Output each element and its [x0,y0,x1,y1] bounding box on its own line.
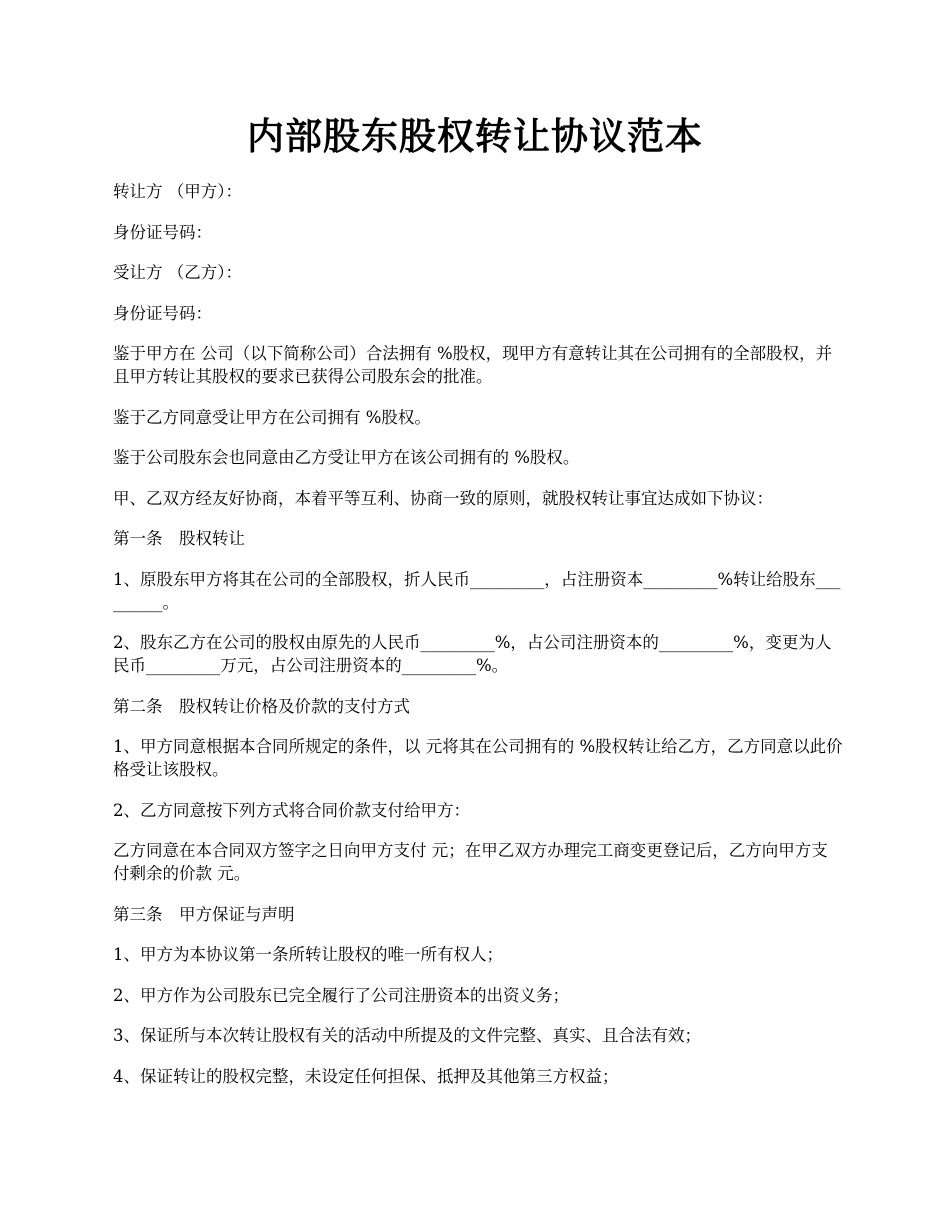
clause-paragraph: 2、股东乙方在公司的股权由原先的人民币_________%，占公司注册资本的_________%，变更为人民币_________万元，占公司注册资本的_________%。 [113,633,832,675]
transferee-id-line: 身份证号码： [113,303,212,323]
transferor-id-line: 身份证号码： [113,222,212,242]
recital-paragraph: 鉴于甲方在 公司（以下简称公司）合法拥有 %股权，现甲方有意转让其在公司拥有的全部股权，并且甲方转让其股权的要求已获得公司股东会的批准。 [113,344,833,386]
document-body [113,180,843,1105]
recital-paragraph: 鉴于公司股东会也同意由乙方受让甲方在该公司拥有的 %股权。 [113,448,580,467]
clause-paragraph: 4、保证转让的股权完整，未设定任何担保、抵押及其他第三方权益； [113,1066,619,1086]
clause-paragraph: 1、原股东甲方将其在公司的全部股权，折人民币_________，占注册资本_________%转让给股东_________。 [113,569,841,612]
clause-paragraph: 2、乙方同意按下列方式将合同价款支付给甲方： [113,800,470,820]
clause-paragraph: 1、甲方为本协议第一条所转让股权的唯一所有权人； [113,945,503,964]
agreement-intro-paragraph: 甲、乙双方经友好协商，本着平等互利、协商一致的原则，就股权转让事宜达成如下协议： [113,488,773,508]
clause-paragraph: 3、保证所与本次转让股权有关的活动中所提及的文件完整、真实、且合法有效； [113,1026,701,1045]
clause-paragraph: 1、甲方同意根据本合同所规定的条件，以 元将其在公司拥有的 %股权转让给乙方，乙方同意以此价格受让该股权。 [113,737,843,779]
clause-paragraph: 乙方同意在本合同双方签字之日向甲方支付 元；在甲乙双方办理完工商变更登记后，乙方向甲方支付剩余的价款 元。 [113,841,828,883]
article-heading: 第二条 股权转让价格及价款的支付方式 [113,696,410,716]
transferee-line: 受让方 （乙方）： [113,263,242,282]
transferor-line: 转让方 （甲方）： [113,182,242,201]
recital-paragraph: 鉴于乙方同意受让甲方在公司拥有 %股权。 [113,407,431,427]
article-heading: 第三条 甲方保证与声明 [113,904,295,924]
article-heading: 第一条 股权转让 [113,529,245,548]
document-title: 内部股东股权转让协议范本 [247,114,703,158]
clause-paragraph: 2、甲方作为公司股东已完全履行了公司注册资本的出资义务； [113,985,569,1005]
